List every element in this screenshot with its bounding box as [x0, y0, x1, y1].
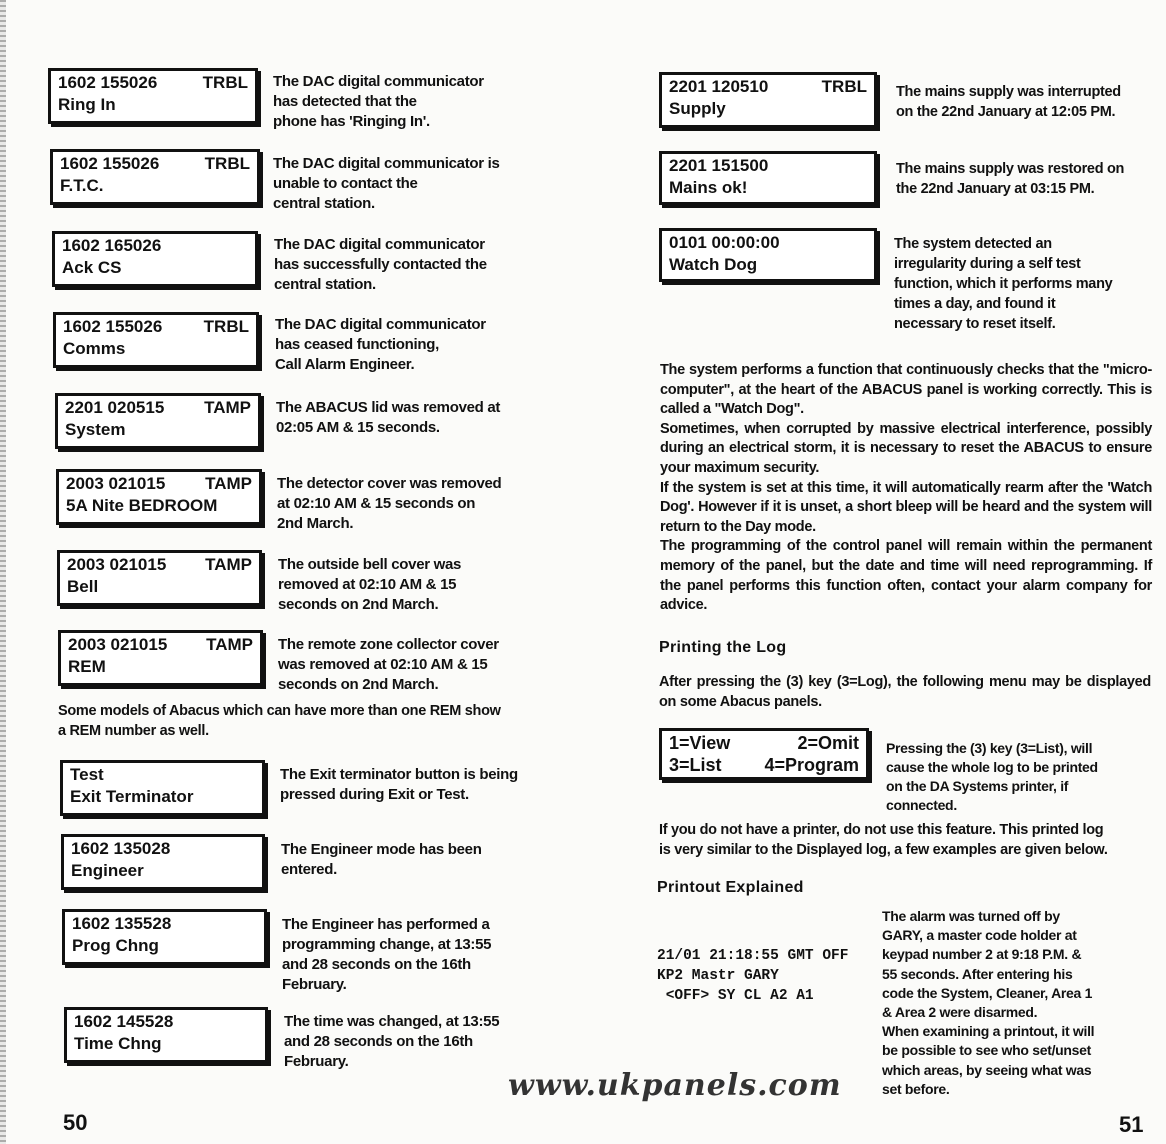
printer-note: If you do not have a printer, do not use this feature. This printed log is very similar to the Displayed log, a few examples are given below.	[659, 822, 1108, 858]
lcd-display: 2201 151500 Mains ok!	[659, 151, 877, 205]
printout-explained-heading: Printout Explained	[657, 879, 804, 896]
event-description: The Exit terminator button is being pressed during Exit or Test.	[280, 766, 518, 803]
printout-sample: 21/01 21:18:55 GMT OFF KP2 Mastr GARY <OFF> SY CL A2 A1	[657, 948, 849, 1004]
watermark: www.ukpanels.com	[508, 1068, 842, 1103]
log-menu-display: 1=View 2=Omit 3=List 4=Program	[659, 728, 869, 780]
event-description: The system detected an irregularity during a self test function, which it performs many times a day, and found it necessary to reset itself.	[894, 236, 1113, 332]
lcd-display: 2003 021015 TAMP 5A Nite BEDROOM	[56, 469, 262, 525]
lcd-display: 2201 120510 TRBL Supply	[659, 72, 877, 128]
lcd-display: 2003 021015 TAMP Bell	[57, 550, 262, 606]
event-description: The time was changed, at 13:55 and 28 seconds on the 16th February.	[284, 1013, 500, 1070]
event-description: The Engineer has performed a programming change, at 13:55 and 28 seconds on the 16th February.	[282, 916, 492, 993]
printing-log-heading: Printing the Log	[659, 639, 787, 656]
page-number: 51	[1119, 1112, 1144, 1137]
lcd-display: 1602 155026 TRBL F.T.C.	[50, 149, 260, 205]
lcd-display: 1602 155026 TRBL Ring In	[48, 68, 258, 124]
lcd-display: Test Exit Terminator	[60, 760, 265, 816]
lcd-display: 2201 020515 TAMP System	[55, 393, 261, 449]
event-description: The DAC digital communicator has ceased functioning, Call Alarm Engineer.	[275, 316, 486, 373]
lcd-display: 0101 00:00:00 Watch Dog	[659, 228, 877, 282]
menu-description: Pressing the (3) key (3=List), will cause the whole log to be printed on the DA Systems printer, if connected.	[886, 740, 1098, 813]
event-description: The mains supply was restored on the 22nd January at 03:15 PM.	[896, 161, 1125, 197]
lcd-display: 1602 145528 Time Chng	[64, 1007, 268, 1063]
event-description: The detector cover was removed at 02:10 AM & 15 seconds on 2nd March.	[277, 475, 502, 532]
event-description: The outside bell cover was removed at 02:10 AM & 15 seconds on 2nd March.	[278, 556, 462, 613]
lcd-display: 1602 135028 Engineer	[61, 834, 265, 890]
printing-intro: After pressing the (3) key (3=Log), the following menu may be displayed on some Abacus panels.	[659, 674, 1151, 710]
event-description: The remote zone collector cover was removed at 02:10 AM & 15 seconds on 2nd March.	[278, 636, 499, 693]
printout-description: The alarm was turned off by GARY, a master code holder at keypad number 2 at 9:18 P.M. & 55 seconds. After entering his code the System, Cleaner, Area 1 & Area 2 were disarmed. When examining a printout, it will be possible to see who set/unset which areas, by seeing what was set before.	[882, 908, 1095, 1097]
lcd-display: 1602 135528 Prog Chng	[62, 909, 267, 965]
page-number: 50	[63, 1110, 88, 1135]
lcd-display: 2003 021015 TAMP REM	[58, 630, 263, 686]
lcd-display: 1602 165026 Ack CS	[52, 231, 258, 287]
event-description: The DAC digital communicator is unable to contact the central station.	[273, 155, 500, 212]
event-description: The Engineer mode has been entered.	[281, 841, 482, 878]
event-description: The DAC digital communicator has successfully contacted the central station.	[274, 236, 487, 293]
right-page	[583, 0, 1166, 1144]
event-description: The mains supply was interrupted on the 22nd January at 12:05 PM.	[896, 84, 1121, 120]
event-description: The DAC digital communicator has detected that the phone has 'Ringing In'.	[273, 73, 484, 130]
watchdog-explanation: The system performs a function that continuously checks that the "micro-computer", at the heart of the ABACUS panel is working correctly. This is called a "Watch Dog". Sometimes, when corrupted by massive electrical interference, possibly during an electrical storm, it is necessary to reset the ABACUS to ensure your maximum security. If the system is set at this time, it will automatically rearm after the 'Watch Dog'. However if it is unset, a short bleep will be heard and the system will return to the Day mode. The programming of the control panel will remain within the permanent memory of the panel, but the date and time will need reprogramming. If the panel performs this function often, contact your alarm company for advice.	[660, 362, 1152, 614]
event-description: The ABACUS lid was removed at 02:05 AM & 15 seconds.	[276, 399, 501, 436]
rem-note: Some models of Abacus which can have more than one REM show a REM number as well.	[58, 703, 501, 739]
lcd-display: 1602 155026 TRBL Comms	[53, 312, 259, 368]
